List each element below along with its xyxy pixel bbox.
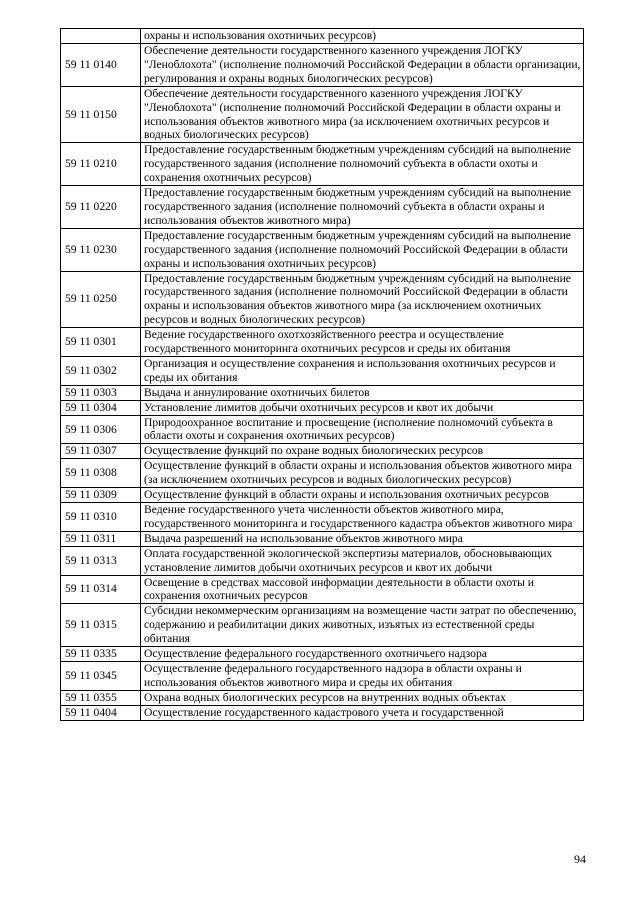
table-row [61, 143, 584, 186]
description-cell: Оплата государственной экологической экспертизы материалов, обосновывающих установление лимитов добычи охотничьих ресурсов и квот их добычи [141, 546, 584, 575]
description-cell: Предоставление государственным бюджетным учреждениям субсидий на выполнение государственного задания (исполнение полномочий Российской Федерации в области охраны и использования объектов животного мира (за исключением охотничьих ресурсов и водных биологических ресурсов) [141, 271, 584, 328]
budget-code-cell: 59 11 0314 [61, 575, 141, 604]
table-row [61, 328, 584, 357]
description-cell: Осуществление функций в области охраны и использования объектов животного мира (за исключением охотничьих ресурсов и водных биологических ресурсов) [141, 459, 584, 488]
table-row [61, 228, 584, 271]
description-cell: Осуществление государственного кадастрового учета и государственной [141, 705, 584, 720]
budget-code-cell: 59 11 0302 [61, 356, 141, 385]
description-cell: Ведение государственного охотхозяйственного реестра и осуществление государственного мониторинга охотничьих ресурсов и среды их обитания [141, 328, 584, 357]
budget-code-cell: 59 11 0345 [61, 661, 141, 690]
table-row [61, 271, 584, 328]
description-cell: Осуществление федерального государственного охотничьего надзора [141, 647, 584, 662]
budget-code-cell: 59 11 0150 [61, 86, 141, 143]
table-row [61, 575, 584, 604]
table-row [61, 415, 584, 444]
description-cell: Субсидии некоммерческим организациям на возмещение части затрат по обеспечению, содержанию и реабилитации диких животных, изъятых из естественной среды обитания [141, 604, 584, 647]
table-row [61, 661, 584, 690]
table-row [61, 385, 584, 400]
description-cell: Предоставление государственным бюджетным учреждениям субсидий на выполнение государственного задания (исполнение полномочий субъекта в области охоты и сохранения охотничьих ресурсов) [141, 143, 584, 186]
table-row [61, 690, 584, 705]
table-row [61, 459, 584, 488]
table-row [61, 356, 584, 385]
budget-code-cell: 59 11 0313 [61, 546, 141, 575]
page-number: 94 [574, 852, 586, 866]
budget-code-cell: 59 11 0311 [61, 531, 141, 546]
budget-code-cell: 59 11 0210 [61, 143, 141, 186]
budget-code-cell [61, 29, 141, 44]
budget-code-cell: 59 11 0309 [61, 488, 141, 503]
budget-code-cell: 59 11 0220 [61, 186, 141, 229]
table-row [61, 44, 584, 87]
table-row [61, 546, 584, 575]
table-row [61, 29, 584, 44]
table-row [61, 705, 584, 720]
description-cell: Выдача и аннулирование охотничьих билетов [141, 385, 584, 400]
budget-code-cell: 59 11 0307 [61, 444, 141, 459]
budget-code-cell: 59 11 0335 [61, 647, 141, 662]
description-cell: Предоставление государственным бюджетным учреждениям субсидий на выполнение государственного задания (исполнение полномочий субъекта в области охраны и использования объектов животного мира) [141, 186, 584, 229]
budget-code-table [60, 28, 584, 721]
budget-code-cell: 59 11 0404 [61, 705, 141, 720]
description-cell: Освещение в средствах массовой информации деятельности в области охоты и сохранения охотничьих ресурсов [141, 575, 584, 604]
description-cell: охраны и использования охотничьих ресурсов) [141, 29, 584, 44]
table-row [61, 86, 584, 143]
description-cell: Осуществление функций в области охраны и использования охотничьих ресурсов [141, 488, 584, 503]
table-row [61, 503, 584, 532]
description-cell: Охрана водных биологических ресурсов на внутренних водных объектах [141, 690, 584, 705]
description-cell: Выдача разрешений на использование объектов животного мира [141, 531, 584, 546]
table-row [61, 488, 584, 503]
budget-code-cell: 59 11 0301 [61, 328, 141, 357]
budget-code-cell: 59 11 0310 [61, 503, 141, 532]
table-row [61, 400, 584, 415]
description-cell: Обеспечение деятельности государственного казенного учреждения ЛОГКУ "Леноблохота" (исполнение полномочий Российской Федерации в области организации, регулирования и охраны водных биологических ресурсов) [141, 44, 584, 87]
description-cell: Осуществление функций по охране водных биологических ресурсов [141, 444, 584, 459]
description-cell: Обеспечение деятельности государственного казенного учреждения ЛОГКУ "Леноблохота" (исполнение полномочий Российской Федерации в области охраны и использования объектов животного мира (за исключением охотничьих ресурсов и водных биологических ресурсов) [141, 86, 584, 143]
description-cell: Предоставление государственным бюджетным учреждениям субсидий на выполнение государственного задания (исполнение полномочий Российской Федерации в области охраны и использования охотничьих ресурсов) [141, 228, 584, 271]
budget-code-cell: 59 11 0315 [61, 604, 141, 647]
budget-code-cell: 59 11 0230 [61, 228, 141, 271]
description-cell: Установление лимитов добычи охотничьих ресурсов и квот их добычи [141, 400, 584, 415]
budget-code-cell: 59 11 0304 [61, 400, 141, 415]
table-row [61, 647, 584, 662]
table-row [61, 186, 584, 229]
budget-code-cell: 59 11 0306 [61, 415, 141, 444]
table-row [61, 531, 584, 546]
table-row [61, 604, 584, 647]
budget-code-cell: 59 11 0140 [61, 44, 141, 87]
description-cell: Осуществление федерального государственного надзора в области охраны и использования объектов животного мира и среды их обитания [141, 661, 584, 690]
table-body [61, 29, 584, 721]
description-cell: Природоохранное воспитание и просвещение (исполнение полномочий субъекта в области охоты и сохранения охотничьих ресурсов) [141, 415, 584, 444]
budget-code-cell: 59 11 0308 [61, 459, 141, 488]
description-cell: Организация и осуществление сохранения и использования охотничьих ресурсов и среды их обитания [141, 356, 584, 385]
budget-code-cell: 59 11 0250 [61, 271, 141, 328]
table-row [61, 444, 584, 459]
description-cell: Ведение государственного учета численности объектов животного мира, государственного мониторинга и государственного кадастра объектов животного мира [141, 503, 584, 532]
budget-code-cell: 59 11 0303 [61, 385, 141, 400]
budget-code-cell: 59 11 0355 [61, 690, 141, 705]
